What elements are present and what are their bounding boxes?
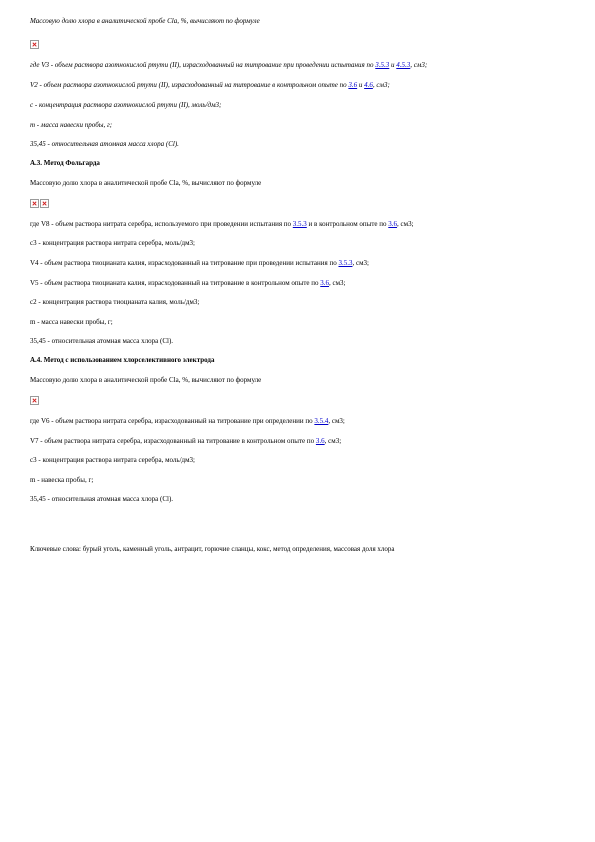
definition-atomic-mass: 35,45 - относительная атомная масса хлора (Cl). — [30, 337, 174, 345]
definition-c3: c3 - концентрация раствора нитрата серебра, моль/дм3; — [30, 456, 195, 464]
definition-c3: c3 - концентрация раствора нитрата серебра, моль/дм3; — [30, 239, 195, 247]
definition-text: где V8 - объем раствора нитрата серебра, используемого при проведении испытания по — [30, 220, 293, 228]
definition-text: V7 - объем раствора нитрата серебра, израсходованный на титрование в контрольном опыте по — [30, 437, 316, 445]
broken-image-icon — [30, 40, 39, 49]
definition-v7 — [30, 437, 341, 446]
definition-text: и — [357, 81, 365, 89]
definition-text: , см3; — [328, 417, 345, 425]
definition-v5 — [30, 279, 346, 288]
formula-intro-a3: Массовую долю хлора в аналитической пробе Clа, %, вычисляют по формуле — [30, 179, 262, 187]
definition-text: где V3 - объем раствора азотнокислой ртути (II), израсходованный на титрование при проведении испытания по — [30, 61, 376, 69]
definition-text: V4 - объем раствора тиоцианата калия, израсходованный на титрование при проведении испытания по — [30, 259, 339, 267]
formula-intro-a4: Массовую долю хлора в аналитической пробе Clа, %, вычисляют по формуле — [30, 376, 262, 384]
broken-image-icon — [30, 396, 39, 405]
clause-link[interactable]: 3.6 — [388, 220, 398, 228]
clause-link[interactable]: 3.5.3 — [375, 61, 390, 69]
definition-m: m - навеска пробы, г; — [30, 476, 94, 484]
definition-v8 — [30, 220, 414, 229]
definition-text: где V6 - объем раствора нитрата серебра, израсходованный на титрование при определении по — [30, 417, 315, 425]
section-heading-a4: А.4. Метод с использованием хлорселективного электрода — [30, 356, 215, 364]
clause-link[interactable]: 3.6 — [320, 279, 330, 287]
definition-c: c - концентрация раствора азотнокислой ртути (II), моль/дм3; — [30, 101, 222, 109]
definition-text: , см3; — [372, 81, 390, 89]
formula-intro-a2: Массовую долю хлора в аналитической пробе Clа, %, вычисляют по формуле — [30, 17, 260, 25]
definition-c2: c2 - концентрация раствора тиоцианата калия, моль/дм3; — [30, 298, 200, 306]
clause-link[interactable]: 3.6 — [315, 437, 325, 445]
formula-image-a3 — [30, 199, 50, 208]
definition-text: V2 - объем раствора азотнокислой ртути (II), израсходованный на титрование в контрольном опыте по — [30, 81, 349, 89]
definition-atomic-mass: 35,45 - относительная атомная масса хлора (Cl). — [30, 495, 174, 503]
definition-text: , см3; — [352, 259, 369, 267]
definition-text: , см3; — [329, 279, 346, 287]
section-heading-a3: А.3. Метод Фольгарда — [30, 159, 100, 167]
keywords-line: Ключевые слова: бурый уголь, каменный уголь, антрацит, горючие сланцы, кокс, метод определения, массовая доля хлора — [30, 545, 395, 553]
definition-v3 — [30, 61, 427, 70]
clause-link[interactable]: 3.5.3 — [292, 220, 307, 228]
definition-v4 — [30, 259, 369, 268]
clause-link[interactable]: 3.5.4 — [314, 417, 329, 425]
definition-text: , см3; — [324, 437, 342, 445]
formula-image-a2 — [30, 40, 40, 49]
definition-text: V5 - объем раствора тиоцианата калия, израсходованный на титрование в контрольном опыте по — [30, 279, 321, 287]
definition-m: m - масса навески пробы, г; — [30, 318, 113, 326]
clause-link[interactable]: 4.6 — [364, 81, 373, 89]
clause-link[interactable]: 4.5.3 — [396, 61, 411, 69]
broken-image-icon — [30, 199, 39, 208]
definition-atomic-mass: 35,45 - относительная атомная масса хлора (Cl). — [30, 140, 179, 148]
formula-image-a4 — [30, 396, 40, 405]
definition-text: , см3; — [410, 61, 428, 69]
broken-image-icon — [40, 199, 49, 208]
definition-v6 — [30, 417, 345, 426]
clause-link[interactable]: 3.6 — [348, 81, 358, 89]
definition-m: m - масса навески пробы, г; — [30, 121, 113, 129]
definition-text: , см3; — [397, 220, 414, 228]
definition-text: и в контрольном опыте по — [306, 220, 389, 228]
clause-link[interactable]: 3.5.3 — [338, 259, 353, 267]
definition-text: и — [389, 61, 397, 69]
definition-v2 — [30, 81, 390, 90]
